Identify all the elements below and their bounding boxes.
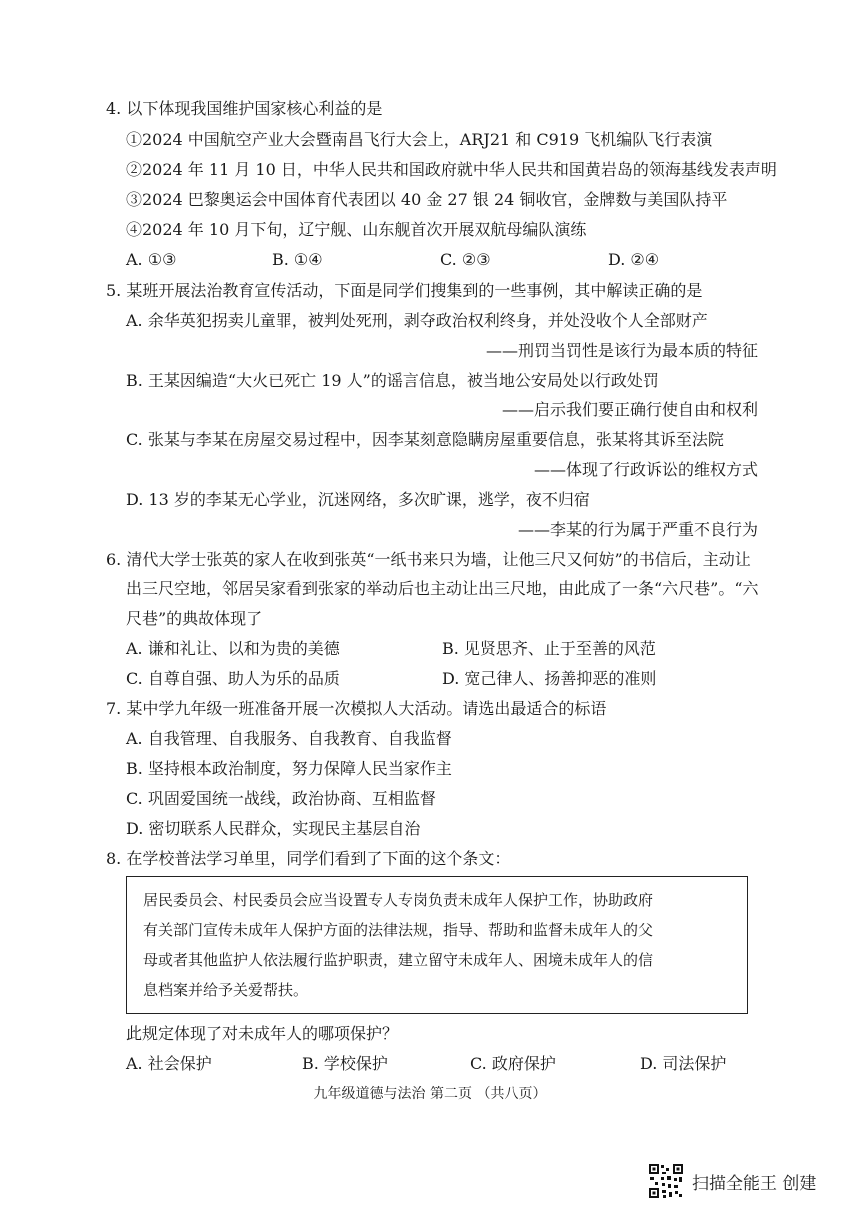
q5-option-c: C. 张某与李某在房屋交易过程中，因李某刻意隐瞒房屋重要信息，张某将其诉至法院 <box>126 430 724 449</box>
qr-code-icon <box>648 1163 684 1199</box>
q6-option-a: A. 谦和礼让、以和为贵的美德 <box>126 639 340 658</box>
q7-option-a: A. 自我管理、自我服务、自我教育、自我监督 <box>126 729 452 748</box>
law-article-box <box>126 876 748 1014</box>
q4-item-1: ①2024 中国航空产业大会暨南昌飞行大会上，ARJ21 和 C919 飞机编队飞行表演 <box>126 130 713 149</box>
law-article-line-2: 有关部门宣传未成年人保护方面的法律法规，指导、帮助和监督未成年人的父 <box>143 921 654 939</box>
q5-option-a: A. 余华英犯拐卖儿童罪，被判处死刑，剥夺政治权利终身，并处没收个人全部财产 <box>126 311 708 330</box>
q7-stem: 7. 某中学九年级一班准备开展一次模拟人大活动。请选出最适合的标语 <box>106 699 607 718</box>
q7-option-c: C. 巩固爱国统一战线，政治协商、互相监督 <box>126 789 436 808</box>
q8-question: 此规定体现了对未成年人的哪项保护？ <box>126 1024 399 1043</box>
q6-stem-line-3: 尺巷”的典故体现了 <box>126 609 263 628</box>
law-article-line-1: 居民委员会、村民委员会应当设置专人专岗负责未成年人保护工作，协助政府 <box>143 891 654 909</box>
q5-option-b: B. 王某因编造“大火已死亡 19 人”的谣言信息，被当地公安局处以行政处罚 <box>126 371 659 390</box>
q4-option-a: A. ①③ <box>126 250 177 269</box>
q5-stem: 5. 某班开展法治教育宣传活动，下面是同学们搜集到的一些事例，其中解读正确的是 <box>106 281 703 300</box>
q5-option-d-note: ——李某的行为属于严重不良行为 <box>517 520 758 539</box>
q4-item-3: ③2024 巴黎奥运会中国体育代表团以 40 金 27 银 24 铜收官，金牌数与美国队持平 <box>126 190 728 209</box>
law-article-line-4: 息档案并给予关爱帮扶。 <box>143 981 309 999</box>
q6-stem-line-1: 6. 清代大学士张英的家人在收到张英“一纸书来只为墙，让他三尺又何妨”的书信后，主动让 <box>106 550 751 569</box>
q8-stem: 8. 在学校普法学习单里，同学们看到了下面的这个条文： <box>106 849 511 868</box>
q8-option-b: B. 学校保护 <box>302 1054 388 1073</box>
q5-option-b-note: ——启示我们要正确行使自由和权利 <box>501 400 758 419</box>
page-footer: 九年级道德与法治 第二页 （共八页） <box>313 1086 547 1102</box>
q5-option-a-note: ——刑罚当罚性是该行为最本质的特征 <box>485 341 758 360</box>
q6-stem-line-2: 出三尺空地，邻居吴家看到张家的举动后也主动让出三尺地，由此成了一条“六尺巷”。“六 <box>126 579 759 598</box>
q8-option-d: D. 司法保护 <box>640 1054 727 1073</box>
q7-option-d: D. 密切联系人民群众，实现民主基层自治 <box>126 819 421 838</box>
q7-option-b: B. 坚持根本政治制度，努力保障人民当家作主 <box>126 759 452 778</box>
q8-option-a: A. 社会保护 <box>126 1054 212 1073</box>
q4-item-4: ④2024 年 10 月下旬，辽宁舰、山东舰首次开展双航母编队演练 <box>126 220 587 239</box>
q6-option-c: C. 自尊自强、助人为乐的品质 <box>126 669 340 688</box>
q4-item-2: ②2024 年 11 月 10 日，中华人民共和国政府就中华人民共和国黄岩岛的领海基线发表声明 <box>126 160 777 179</box>
scanner-watermark: 扫描全能王 创建 <box>692 1174 817 1194</box>
q6-option-d: D. 宽己律人、扬善抑恶的准则 <box>442 669 657 688</box>
q4-option-c: C. ②③ <box>440 250 491 269</box>
q4-option-b: B. ①④ <box>272 250 323 269</box>
q6-option-b: B. 见贤思齐、止于至善的风范 <box>442 639 656 658</box>
law-article-line-3: 母或者其他监护人依法履行监护职责，建立留守未成年人、困境未成年人的信 <box>143 951 654 969</box>
q5-option-d: D. 13 岁的李某无心学业，沉迷网络，多次旷课，逃学，夜不归宿 <box>126 490 590 509</box>
q4-option-d: D. ②④ <box>608 250 660 269</box>
q4-stem: 4. 以下体现我国维护国家核心利益的是 <box>106 99 383 118</box>
q5-option-c-note: ——体现了行政诉讼的维权方式 <box>533 460 758 479</box>
q8-option-c: C. 政府保护 <box>470 1054 556 1073</box>
